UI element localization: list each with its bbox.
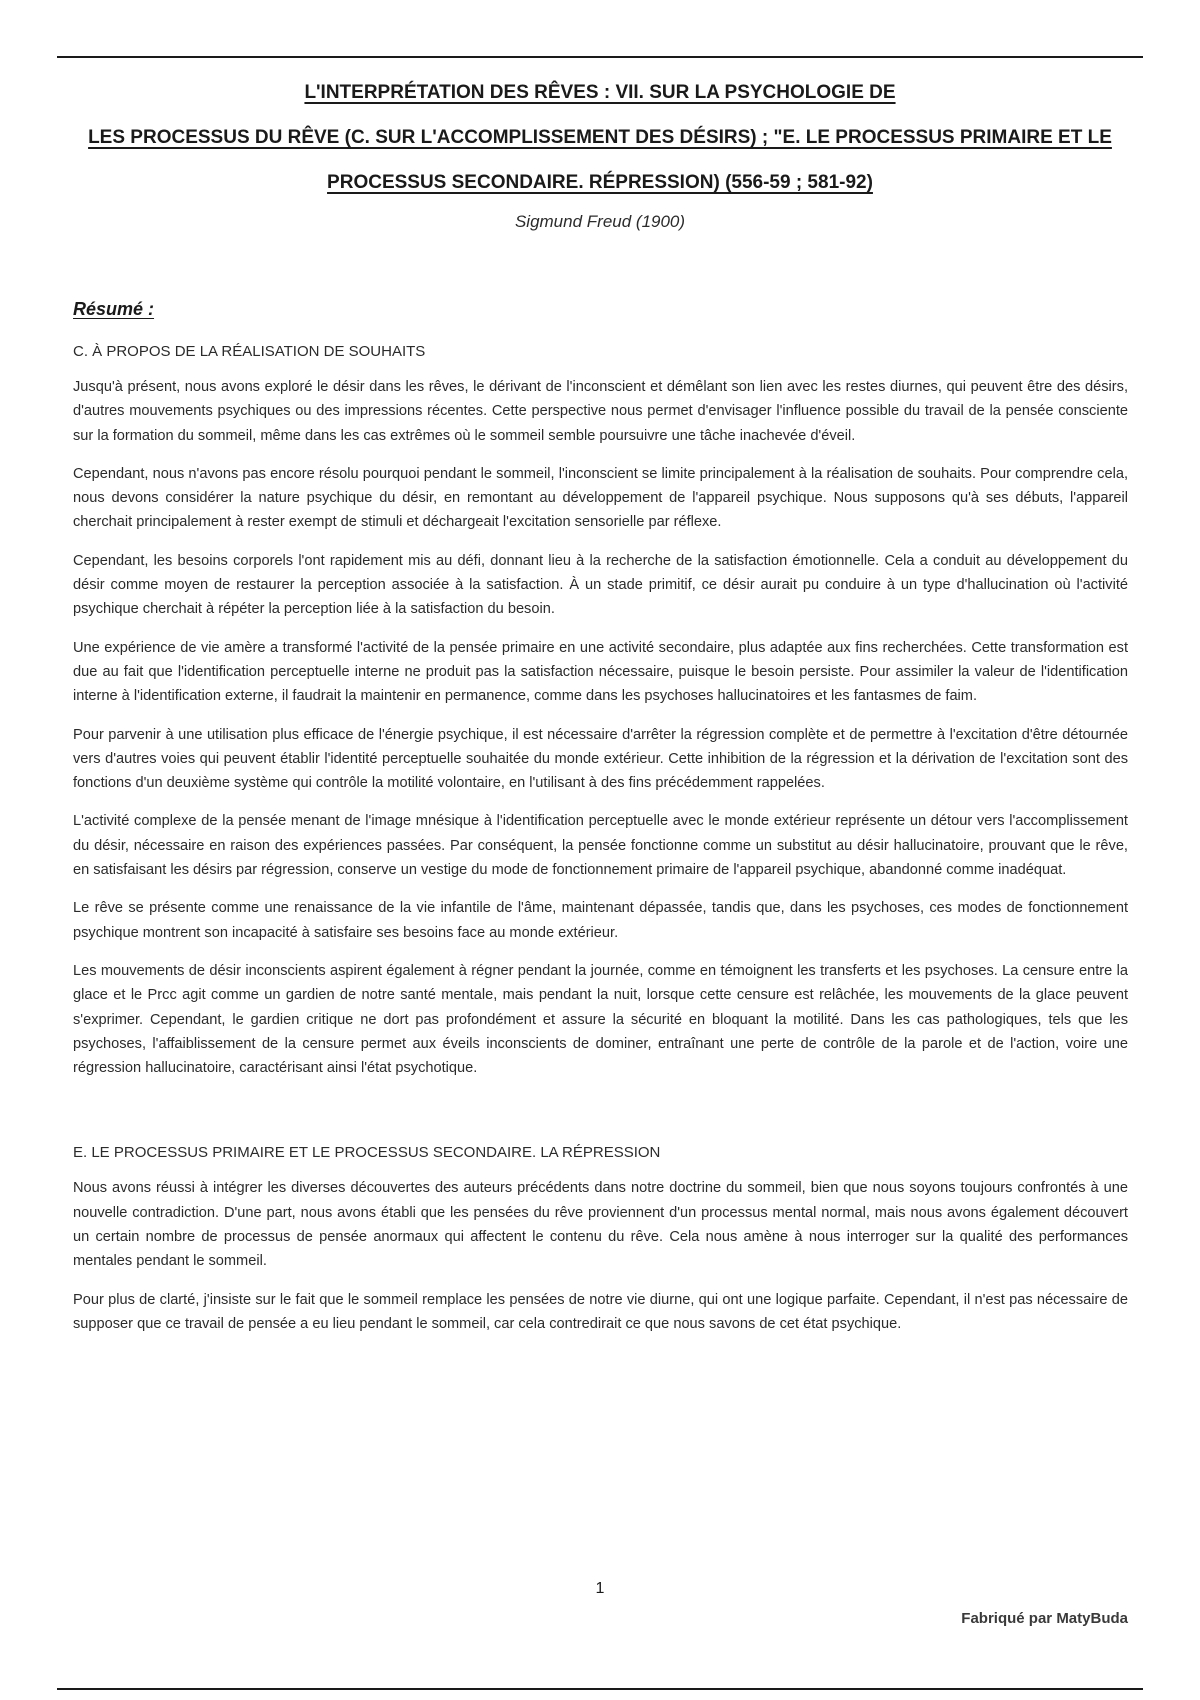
title-line-3: PROCESSUS SECONDAIRE. RÉPRESSION) (556-59 ; 581-92): [327, 172, 873, 193]
paragraph: L'activité complexe de la pensée menant de l'image mnésique à l'identification perceptuelle avec le monde extérieur représente un détour vers l'accomplissement du désir, nécessaire en raison des expériences passées. Par conséquent, la pensée fonctionne comme un substitut au désir hallucinatoire, prouvant que le rêve, en satisfaisant les désirs par régression, conserve un vestige du mode de fonctionnement primaire de l'appareil psychique, abandonné comme inadéquat.: [73, 813, 1128, 879]
paragraph: Une expérience de vie amère a transformé l'activité de la pensée primaire en une activité secondaire, plus adaptée aux fins recherchées. Cette transformation est due au fait que l'identification perceptuelle interne ne produit pas la satisfaction nécessaire, puisque le besoin persiste. Pour assimiler la valeur de l'identification interne à l'identification externe, il faudrait la maintenir en permanence, comme dans les psychoses hallucinatoires et les fantasmes de faim.: [73, 639, 1128, 705]
section-heading: E. LE PROCESSUS PRIMAIRE ET LE PROCESSUS SECONDAIRE. LA RÉPRESSION: [73, 1144, 661, 1162]
top-rule: [57, 56, 1143, 58]
page-number: 1: [595, 1580, 605, 1597]
bottom-rule: [57, 1688, 1143, 1690]
paragraph: Les mouvements de désir inconscients aspirent également à régner pendant la journée, comme en témoignent les transferts et les psychoses. La censure entre la glace et le Prcc agit comme un gardien de notre santé mentale, mais pendant la nuit, lorsque cette censure est relâchée, les mouvements de la glace peuvent s'exprimer. Cependant, le gardien critique ne dort pas profondément et assure la sécurité en bloquant la motilité. Dans les cas pathologiques, tels que les psychoses, l'affaiblissement de la censure permet aux éveils inconscients de dominer, entraînant une perte de contrôle de la parole et de l'action, voire une régression hallucinatoire, caractérisant ainsi l'état psychotique.: [73, 962, 1128, 1077]
paragraph: Le rêve se présente comme une renaissance de la vie infantile de l'âme, maintenant dépassée, tandis que, dans les psychoses, ces modes de fonctionnement psychique montrent son incapacité à satisfaire ses besoins face au monde extérieur.: [73, 900, 1128, 941]
paragraph: Cependant, les besoins corporels l'ont rapidement mis au défi, donnant lieu à la recherche de la satisfaction émotionnelle. Cela a conduit au développement du désir comme moyen de restaurer la perception associée à la satisfaction. À un stade primitif, ce désir aurait pu conduire à un type d'hallucination où l'activité psychique cherchait à répéter la perception liée à la satisfaction du besoin.: [73, 552, 1128, 618]
document-body: [73, 341, 1128, 1350]
section-spacer: [73, 1094, 1128, 1142]
author-line: Sigmund Freud (1900): [514, 212, 686, 231]
section-e: [73, 1142, 1128, 1336]
title-line-2: LES PROCESSUS DU RÊVE (C. SUR L'ACCOMPLISSEMENT DES DÉSIRS) ; "E. LE PROCESSUS PRIMAIRE ET LE: [88, 127, 1112, 148]
paragraph: Cependant, nous n'avons pas encore résolu pourquoi pendant le sommeil, l'inconscient se limite principalement à la réalisation de souhaits. Pour comprendre cela, nous devons considérer la nature psychique du désir, en remontant au développement de l'appareil psychique. Nous supposons qu'à ses débuts, l'appareil cherchait principalement à rester exempt de stimuli et déchargeait l'excitation sensorielle par réflexe.: [73, 465, 1128, 531]
resume-label: Résumé :: [73, 299, 155, 319]
paragraph: Jusqu'à présent, nous avons exploré le désir dans les rêves, le dérivant de l'inconscient et démêlant son lien avec les restes diurnes, qui peuvent être des désirs, d'autres mouvements psychiques ou des impressions récentes. Cette perspective nous permet d'envisager l'influence possible du travail de la pensée consciente sur la formation du sommeil, même dans les cas extrêmes où le sommeil semble poursuivre une tâche inachevée d'éveil.: [73, 379, 1128, 444]
paragraph: Pour plus de clarté, j'insiste sur le fait que le sommeil remplace les pensées de notre vie diurne, qui ont une logique parfaite. Cependant, il n'est pas nécessaire de supposer que ce travail de pensée a eu lieu pendant le sommeil, car cela contredirait ce que nous savons de cet état psychique.: [73, 1291, 1128, 1332]
paragraph: Nous avons réussi à intégrer les diverses découvertes des auteurs précédents dans notre doctrine du sommeil, bien que nous soyons toujours confrontés à une nouvelle contradiction. D'une part, nous avons établi que les pensées du rêve proviennent d'un processus mental normal, mais nous avons également découvert un certain nombre de processus de pensée anormaux qui affectent le contenu du rêve. Cela nous amène à nous interroger sur la qualité des performances mentales pendant le sommeil.: [73, 1180, 1128, 1270]
title-line-1: L'INTERPRÉTATION DES RÊVES : VII. SUR LA PSYCHOLOGIE DE: [304, 82, 896, 103]
footer-credit: Fabriqué par MatyBuda: [961, 1610, 1128, 1627]
section-c: [73, 341, 1128, 1080]
section-heading: C. À PROPOS DE LA RÉALISATION DE SOUHAITS: [73, 343, 426, 360]
document-title: [57, 70, 1143, 205]
paragraph: Pour parvenir à une utilisation plus efficace de l'énergie psychique, il est nécessaire d'arrêter la régression complète et de permettre à l'excitation d'être détournée vers d'autres voies qui peuvent établir l'identité perceptuelle souhaitée du monde extérieur. Cette inhibition de la régression et la dérivation de l'excitation sont des fonctions d'un deuxième système qui contrôle la motilité volontaire, en l'utilisant à des fins précédemment rappelées.: [73, 726, 1128, 792]
